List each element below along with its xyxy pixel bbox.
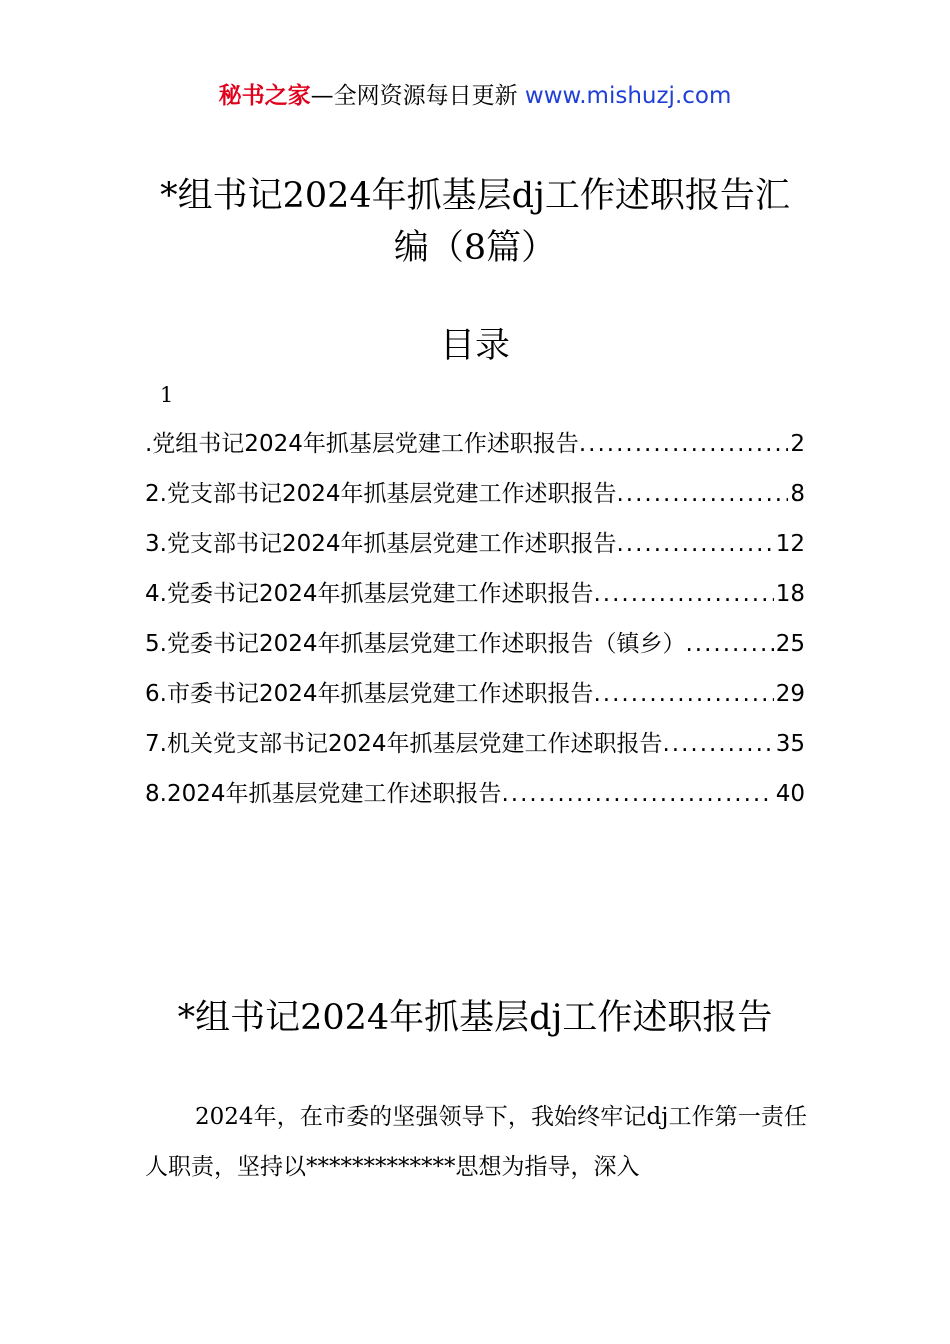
toc-entry-page: 25 xyxy=(775,631,805,657)
toc-entry-text: .党组书记2024年抓基层党建工作述职报告 xyxy=(145,431,579,457)
toc-leader-dots xyxy=(616,474,788,514)
toc-entry-page: 29 xyxy=(775,681,805,707)
toc-entry-text: 7.机关党支部书记2024年抓基层党建工作述职报告 xyxy=(145,731,663,757)
toc-stray-number: 1 xyxy=(160,383,174,407)
toc-entry-text: 8.2024年抓基层党建工作述职报告 xyxy=(145,781,502,807)
table-of-contents xyxy=(145,424,805,824)
banner-slogan: —全网资源每日更新 xyxy=(310,83,518,109)
site-url[interactable]: www.mishuzj.com xyxy=(524,83,732,109)
toc-entry[interactable] xyxy=(145,474,805,524)
brand-name: 秘书之家 xyxy=(218,83,311,109)
toc-leader-dots xyxy=(593,674,773,714)
toc-entry-text: 5.党委书记2024年抓基层党建工作述职报告（镇乡） xyxy=(145,631,686,657)
toc-entry[interactable] xyxy=(145,674,805,724)
site-banner xyxy=(0,80,950,112)
toc-heading: 目录 xyxy=(439,326,510,366)
toc-entry-page: 2 xyxy=(790,431,805,457)
toc-entry-page: 12 xyxy=(775,531,805,557)
toc-leader-dots xyxy=(593,574,773,614)
toc-entry-page: 40 xyxy=(775,781,805,807)
toc-entry-text: 6.市委书记2024年抓基层党建工作述职报告 xyxy=(145,681,594,707)
section-title: *组书记2024年抓基层dj工作述职报告 xyxy=(177,998,773,1038)
toc-entry[interactable] xyxy=(145,574,805,624)
toc-entry[interactable] xyxy=(145,724,805,774)
toc-entry[interactable] xyxy=(145,524,805,574)
document-title: *组书记2024年抓基层dj工作述职报告汇编（8篇） xyxy=(160,176,790,268)
toc-entry-text: 3.党支部书记2024年抓基层党建工作述职报告 xyxy=(145,531,617,557)
toc-entry-text: 4.党委书记2024年抓基层党建工作述职报告 xyxy=(145,581,594,607)
toc-entry-text: 2.党支部书记2024年抓基层党建工作述职报告 xyxy=(145,481,617,507)
toc-leader-dots xyxy=(501,774,773,814)
toc-leader-dots xyxy=(685,624,773,664)
toc-entry[interactable] xyxy=(145,424,805,474)
toc-leader-dots xyxy=(616,524,773,564)
toc-leader-dots xyxy=(662,724,773,764)
toc-entry-page: 18 xyxy=(775,581,805,607)
toc-entry[interactable] xyxy=(145,624,805,674)
toc-leader-dots xyxy=(579,424,789,464)
toc-entry[interactable] xyxy=(145,774,805,824)
toc-entry-page: 35 xyxy=(775,731,805,757)
toc-entry-page: 8 xyxy=(790,481,805,507)
body-paragraph: 2024年，在市委的坚强领导下，我始终牢记dj工作第一责任人职责，坚持以*************思想为指导，深入 xyxy=(145,1104,807,1180)
